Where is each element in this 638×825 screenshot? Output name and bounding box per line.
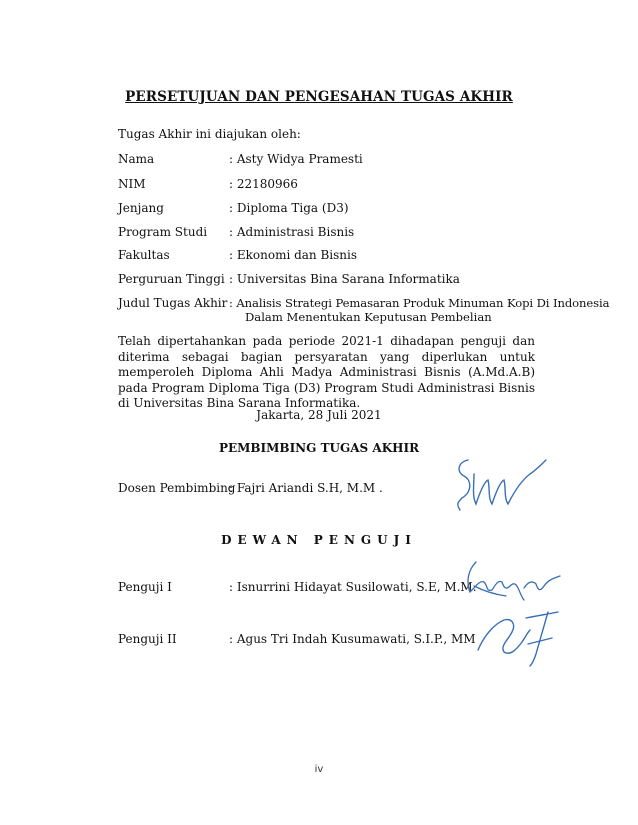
- supervisor-signature: [450, 452, 560, 516]
- examiners-heading: DEWAN PENGUJI: [221, 533, 417, 547]
- supervisor-label: Dosen Pembimbing: [118, 481, 236, 495]
- examiner1-value: : Isnurrini Hidayat Susilowati, S.E, M.M.: [229, 580, 477, 594]
- field-value-fakultas: : Ekonomi dan Bisnis: [229, 248, 358, 262]
- examiner2-value: : Agus Tri Indah Kusumawati, S.I.P., MM: [229, 632, 476, 646]
- field-value-judul-line2: Dalam Menentukan Keputusan Pembelian: [245, 310, 492, 324]
- field-label-judul: Judul Tugas Akhir: [118, 296, 228, 310]
- field-label-nama: Nama: [118, 152, 155, 166]
- field-label-nim: NIM: [118, 177, 146, 191]
- supervisor-value: : Fajri Ariandi S.H, M.M .: [229, 481, 383, 495]
- supervisor-heading: PEMBIMBING TUGAS AKHIR: [218, 441, 420, 455]
- field-value-nama: : Asty Widya Pramesti: [229, 152, 363, 166]
- field-value-jenjang: : Diploma Tiga (D3): [229, 201, 349, 215]
- place-date: Jakarta, 28 Juli 2021: [256, 408, 382, 422]
- field-value-nim: : 22180966: [229, 177, 298, 191]
- examiner2-signature: [470, 606, 570, 670]
- document-title: PERSETUJUAN DAN PENGESAHAN TUGAS AKHIR: [125, 89, 513, 105]
- examiner1-label: Penguji I: [118, 580, 172, 594]
- intro-text: Tugas Akhir ini diajukan oleh:: [118, 127, 301, 141]
- field-label-perguruan-tinggi: Perguruan Tinggi: [118, 272, 225, 286]
- page-number: iv: [314, 764, 324, 775]
- field-value-judul: : Analisis Strategi Pemasaran Produk Minuman Kopi Di Indonesia: [229, 296, 610, 310]
- statement-paragraph: Telah dipertahankan pada periode 2021-1 dihadapan penguji dan diterima sebagai bagian persyaratan yang diperlukan untuk memperoleh Diploma Ahli Madya Administrasi Bisnis (A.Md.A.B) pada Program Diploma Tiga (D3) Program Studi Administrasi Bisnis di Universitas Bina Sarana Informatika.: [118, 334, 535, 410]
- examiner2-label: Penguji II: [118, 632, 177, 646]
- field-label-fakultas: Fakultas: [118, 248, 170, 262]
- field-label-jenjang: Jenjang: [118, 201, 164, 215]
- field-value-perguruan-tinggi: : Universitas Bina Sarana Informatika: [229, 272, 460, 286]
- field-label-program-studi: Program Studi: [118, 225, 208, 239]
- field-value-program-studi: : Administrasi Bisnis: [229, 225, 355, 239]
- examiner1-signature: [462, 556, 572, 606]
